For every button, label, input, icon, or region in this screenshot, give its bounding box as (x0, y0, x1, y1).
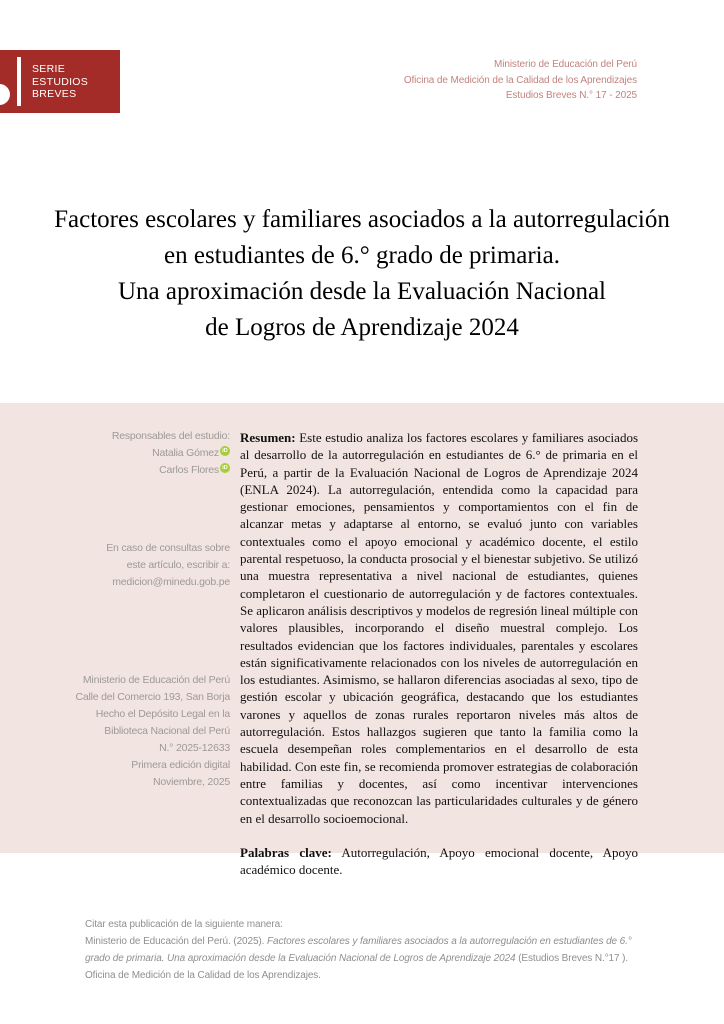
abstract-text: Este estudio analiza los factores escolares y familiares asociados al desarrollo de la autorregulación en estudiantes de 6.° de primaria en el Perú, a partir de la Evaluación Nacional de Logros de Aprendizaje 2024 (ENLA 2024). La autorregulación, entendida como la capacidad para gestionar emociones, pensamientos y comportamientos con el fin de alcanzar metas y adaptarse al entorno, se evaluó junto con variables contextuales como el apoyo emocional y académico docente, el estilo parental respetuoso, la conducta prosocial y el bienestar subjetivo. Se utilizó una muestra representativa a nivel nacional de estudiantes, quienes completaron el cuestionario de autorregulación y de factores contextuales. Se aplicaron análisis descriptivos y modelos de regresión lineal múltiple con valores plausibles, incorporando el diseño muestral complejo. Los resultados evidencian que los factores individuales, parentales y escolares están significativamente relacionados con los niveles de autorregulación en los estudiantes. Asimismo, se hallaron diferencias asociadas al sexo, tipo de gestión escolar y ubicación geográfica, destacando que los estudiantes varones y aquellos de zonas rurales reportaron niveles más altos de autorregulación. Estos hallazgos sugieren que tanto la familia como la escuela desempeñan roles complementarios en el desarrollo de esta habilidad. Con este fin, se recomienda promover estrategias de colaboración entre familias y docentes, así como incentivar intervenciones contextualizadas que reconozcan las particularidades culturales y de género en el desarrollo socioemocional. (240, 430, 638, 826)
series-line: SERIE (32, 63, 66, 75)
keywords-text: Autorregulación, Apoyo emocional docente, Apoyo académico docente. (240, 844, 639, 878)
contact-line: este artículo, escribir a: (126, 559, 230, 571)
document-title (0, 202, 724, 346)
keywords-paragraph (240, 844, 638, 879)
abstract-label: Resumen: (240, 430, 296, 445)
publisher-line: Oficina de Medición de la Calidad de los Aprendizajes (403, 74, 637, 86)
issue-number-line: Estudios Breves N.° 17 - 2025 (505, 90, 637, 101)
abstract-column (240, 429, 638, 878)
orcid-icon[interactable]: iD (220, 446, 230, 456)
contact-line: En caso de consultas sobre (106, 542, 230, 554)
publisher-line: Ministerio de Educación del Perú (494, 59, 637, 70)
citation-block (85, 916, 642, 984)
imprint-block (0, 672, 230, 791)
sidebar-column (0, 403, 230, 853)
imprint-line: Calle del Comercio 193, San Borja (75, 691, 230, 703)
contact-email[interactable]: medicion@minedu.gob.pe (112, 576, 230, 588)
publisher-info (404, 57, 637, 104)
imprint-line: Primera edición digital (131, 759, 230, 771)
citation-prefix: Ministerio de Educación del Perú. (2025). (85, 936, 268, 947)
author-name (0, 445, 230, 462)
series-title (32, 63, 88, 101)
contact-block (0, 540, 230, 591)
orcid-icon[interactable]: iD (220, 463, 230, 473)
citation-reference (85, 933, 642, 984)
author-name-text: Natalia Gómez (152, 447, 219, 459)
citation-title-italic: Factores escolares y familiares asociados a la autorregulación en estudiantes de 6.° grado de primaria. Una aproximación desde la Evaluación Nacional de Logros de Aprendizaje 2024 (85, 936, 632, 964)
author-name-text: Carlos Flores (159, 464, 219, 476)
title-line: de Logros de Aprendizaje 2024 (205, 314, 519, 341)
abstract-band (0, 403, 724, 878)
abstract-paragraph (240, 429, 638, 827)
series-line: ESTUDIOS (32, 75, 89, 88)
imprint-line: Noviembre, 2025 (153, 776, 230, 788)
series-divider (17, 57, 21, 106)
citation-intro: Citar esta publicación de la siguiente manera: (85, 919, 283, 930)
credits-label: Responsables del estudio: (111, 430, 230, 442)
imprint-line: Biblioteca Nacional del Perú (104, 725, 230, 737)
title-line: en estudiantes de 6.° grado de primaria. (164, 242, 560, 269)
title-line: Una aproximación desde la Evaluación Nacional (117, 278, 606, 305)
imprint-line: Ministerio de Educación del Perú (82, 674, 230, 686)
title-line: Factores escolares y familiares asociados a la autorregulación (54, 206, 670, 233)
imprint-line: N.° 2025-12633 (159, 742, 230, 754)
credits-block (0, 428, 230, 479)
imprint-line: Hecho el Depósito Legal en la (95, 708, 230, 720)
author-name (0, 462, 230, 479)
citation-suffix: (Estudios Breves N.°17 ). Oficina de Medición de la Calidad de los Aprendizajes. (85, 953, 629, 981)
series-dot-icon (0, 84, 10, 105)
keywords-label: Palabras clave: (240, 844, 332, 860)
series-line: BREVES (32, 88, 77, 100)
series-banner (0, 50, 120, 113)
